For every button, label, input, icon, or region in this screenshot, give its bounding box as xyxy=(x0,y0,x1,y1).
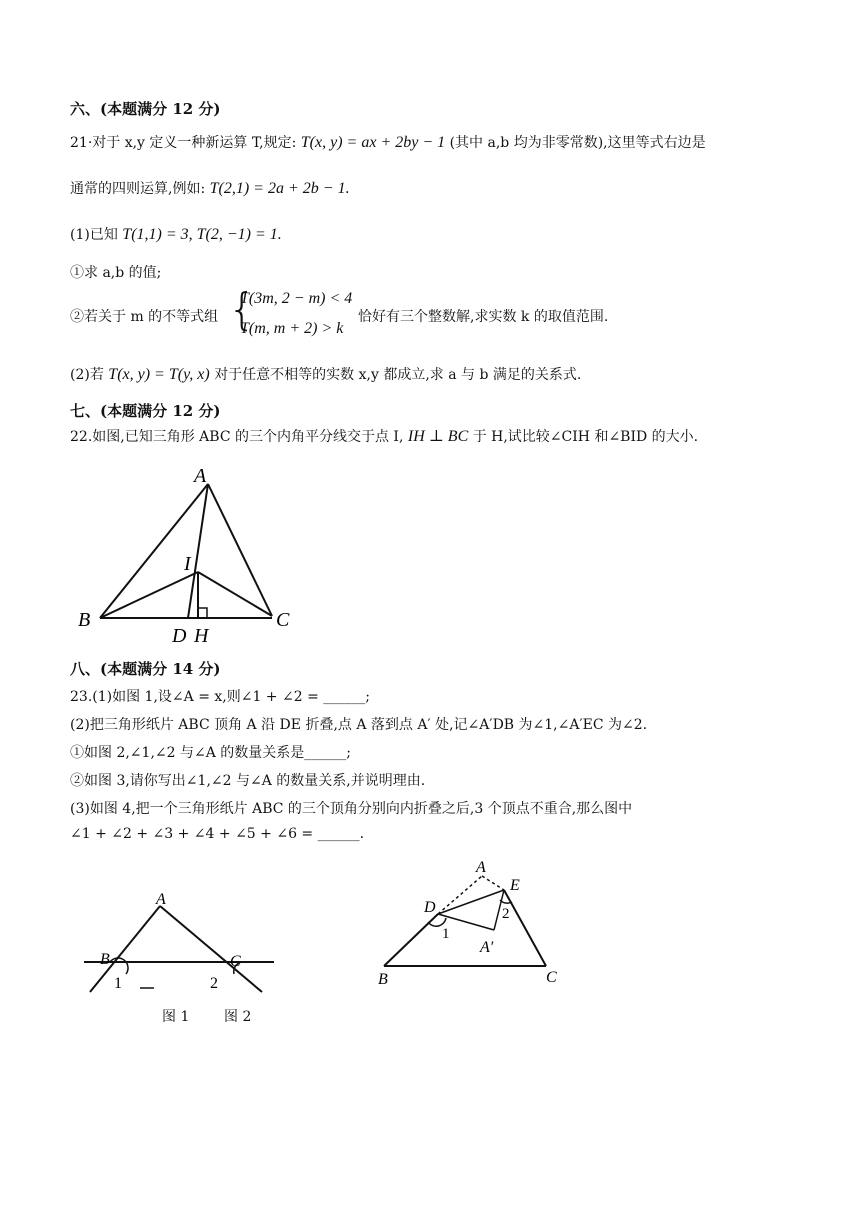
q21-part2 xyxy=(70,364,581,384)
fig2-label-b: B xyxy=(378,971,388,988)
label-b: B xyxy=(78,609,91,631)
q22-triangle-figure xyxy=(70,460,310,650)
fig2-dashed-ae xyxy=(482,876,504,890)
q21-line2-a: 通常的四则运算,例如: xyxy=(70,181,206,197)
q21-def-formula: T(x, y) = ax + 2by − 1 xyxy=(300,134,446,151)
q22-text-a: 22.如图,已知三角形 ABC 的三个内角平分线交于点 I, xyxy=(70,429,404,445)
fig2-label-d: D xyxy=(424,899,436,916)
fig2-label-c: C xyxy=(546,969,557,986)
q23-part2-ii: ②如图 3,请你写出∠1,∠2 与∠A 的数量关系,并说明理由. xyxy=(70,773,426,789)
q21-example: T(2,1) = 2a + 2b − 1. xyxy=(209,180,350,197)
q22-text-b: 于 H,试比较∠CIH 和∠BID 的大小. xyxy=(472,429,699,445)
fig1-label-2: 2 xyxy=(210,975,218,992)
system-brace: { xyxy=(228,284,256,335)
inequality-2: T(m, m + 2) > k xyxy=(240,320,344,337)
fig2-label-1: 1 xyxy=(442,926,450,942)
q23-figure-2 xyxy=(376,856,566,990)
label-a: A xyxy=(194,465,207,487)
label-h: H xyxy=(194,625,209,647)
q21-part1 xyxy=(70,224,282,244)
q21-intro-a: 21·对于 x,y 定义一种新运算 T,规定: xyxy=(70,135,297,151)
q21-p2-text: 对于任意不相等的实数 x,y 都成立,求 a 与 b 满足的关系式. xyxy=(214,367,582,383)
q23-part2: (2)把三角形纸片 ABC 顶角 A 沿 DE 折叠,点 A 落到点 A′ 处,记∠A′DB 为∠1,∠A′EC 为∠2. xyxy=(70,717,648,733)
q23-part3-a: (3)如图 4,把一个三角形纸片 ABC 的三个顶角分别向内折叠之后,3 个顶点不重合,那么图中 xyxy=(70,801,633,817)
fig2-label-a-prime: A′ xyxy=(480,939,494,956)
fig2-dashed-da xyxy=(438,876,482,914)
q21-p2-label: (2)若 xyxy=(70,367,104,383)
label-i: I xyxy=(184,553,191,575)
q21-part1-ii-a: ②若关于 m 的不等式组 xyxy=(70,309,219,325)
section-7-header: 七、(本题满分 12 分) xyxy=(70,402,221,420)
q23-part1: 23.(1)如图 1,设∠A = x,则∠1 + ∠2 = ______; xyxy=(70,689,370,705)
label-d: D xyxy=(172,625,187,647)
q21-line-2 xyxy=(70,178,350,198)
fig2-label-a: A xyxy=(476,859,486,876)
fig1-label-c: C xyxy=(230,953,241,970)
line-ab-extended xyxy=(90,906,160,992)
q21-p2-formula: T(x, y) = T(y, x) xyxy=(108,366,210,383)
label-c: C xyxy=(276,609,290,631)
figure-2-caption: 图 2 xyxy=(224,1009,252,1025)
fig2-side-bd xyxy=(384,914,438,966)
fig1-label-1: 1 xyxy=(114,975,122,992)
fig2-label-e: E xyxy=(510,877,520,894)
q23-part3-b: ∠1 + ∠2 + ∠3 + ∠4 + ∠5 + ∠6 = ______. xyxy=(70,826,365,842)
figure-1-caption: 图 1 xyxy=(162,1009,190,1025)
q21-p1-condition: T(1,1) = 3, T(2, −1) = 1. xyxy=(122,226,282,243)
q21-line-1 xyxy=(70,132,706,152)
section-6-header: 六、(本题满分 12 分) xyxy=(70,100,221,118)
right-angle-mark xyxy=(198,608,207,618)
fig1-label-a: A xyxy=(156,891,166,908)
inequality-1: T(3m, 2 − m) < 4 xyxy=(240,290,353,307)
fig2-fold-line-de xyxy=(438,890,504,914)
fig2-side-ec xyxy=(504,890,546,966)
section-8-header: 八、(本题满分 14 分) xyxy=(70,660,221,678)
fig1-label-b: B xyxy=(100,951,110,968)
angle-1-arc xyxy=(110,958,128,974)
q21-part1-ii-b: 恰好有三个整数解,求实数 k 的取值范围. xyxy=(358,309,609,325)
q23-figure-1 xyxy=(84,884,274,996)
q22-perp: IH ⊥ BC xyxy=(407,428,469,445)
q22-text xyxy=(70,426,698,446)
q21-intro-b: (其中 a,b 均为非零常数),这里等式右边是 xyxy=(449,135,706,151)
q21-p1-label: (1)已知 xyxy=(70,227,118,243)
q21-part1-i: ①求 a,b 的值; xyxy=(70,265,162,281)
fig2-label-2: 2 xyxy=(502,906,510,922)
bisector-bi xyxy=(100,572,198,618)
q23-part2-i: ①如图 2,∠1,∠2 与∠A 的数量关系是______; xyxy=(70,745,351,761)
